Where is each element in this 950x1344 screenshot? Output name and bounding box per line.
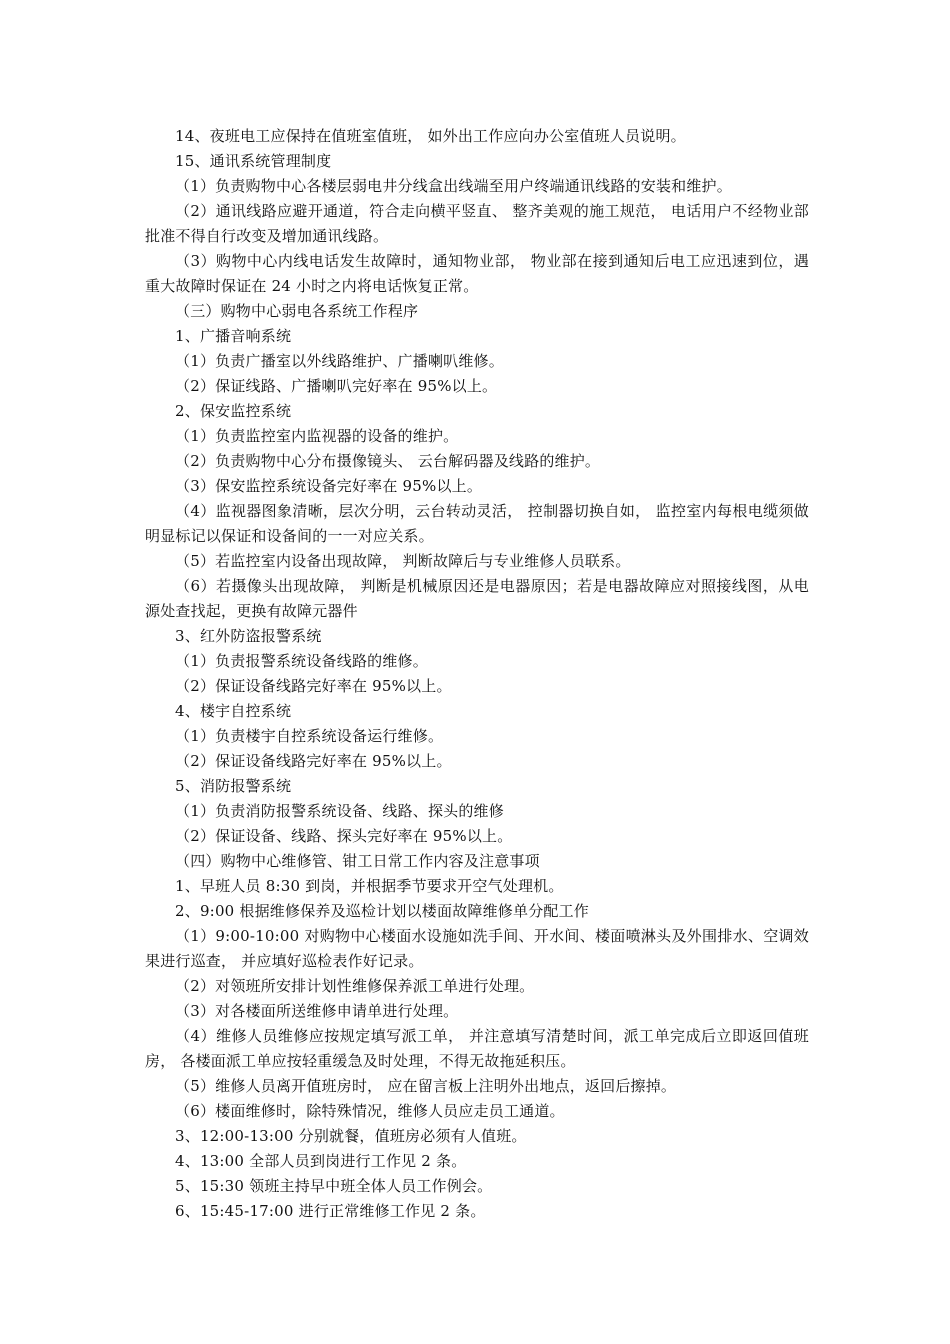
section-heading: （三）购物中心弱电各系统工作程序: [175, 302, 419, 320]
paragraph: （6）楼面维修时，除特殊情况，维修人员应走员工通道。: [175, 1102, 565, 1120]
paragraph: 3、12:00-13:00 分别就餐，值班房必须有人值班。: [175, 1127, 527, 1145]
paragraph: （2）负责购物中心分布摄像镜头、 云台解码器及线路的维护。: [175, 452, 601, 470]
paragraph: 14、夜班电工应保持在值班室值班， 如外出工作应向办公室值班人员说明。: [175, 127, 686, 145]
paragraph: （1）负责广播室以外线路维护、广播喇叭维修。: [175, 352, 504, 370]
paragraph: （1）负责购物中心各楼层弱电井分线盒出线端至用户终端通讯线路的安装和维护。: [175, 177, 732, 195]
paragraph: （2）保证设备、线路、探头完好率在 95%以上。: [175, 827, 513, 845]
paragraph: （1）负责监控室内监视器的设备的维护。: [175, 427, 459, 445]
paragraph: （2）保证设备线路完好率在 95%以上。: [175, 752, 452, 770]
paragraph: （2）通讯线路应避开通道，符合走向横平竖直、 整齐美观的施工规范， 电话用户不经物业部批准不得自行改变及增加通讯线路。: [145, 202, 809, 245]
section-heading: 1、广播音响系统: [175, 327, 292, 345]
section-heading: 15、通讯系统管理制度: [175, 152, 332, 170]
paragraph: （1）9:00-10:00 对购物中心楼面水设施如洗手间、开水间、楼面喷淋头及外围排水、空调效果进行巡查， 并应填好巡检表作好记录。: [145, 927, 809, 970]
paragraph: （1）负责楼宇自控系统设备运行维修。: [175, 727, 444, 745]
section-heading: 4、楼宇自控系统: [175, 702, 292, 720]
paragraph: （3）保安监控系统设备完好率在 95%以上。: [175, 477, 483, 495]
paragraph: 1、早班人员 8:30 到岗，并根据季节要求开空气处理机。: [175, 877, 564, 895]
paragraph: （5）若监控室内设备出现故障， 判断故障后与专业维修人员联系。: [175, 552, 631, 570]
paragraph: （3）对各楼面所送维修申请单进行处理。: [175, 1002, 459, 1020]
paragraph: （1）负责消防报警系统设备、线路、探头的维修: [175, 802, 504, 820]
paragraph: （4）监视器图象清晰，层次分明，云台转动灵活， 控制器切换自如， 监控室内每根电缆须做明显标记以保证和设备间的一一对应关系。: [145, 502, 809, 545]
section-heading: 2、保安监控系统: [175, 402, 292, 420]
paragraph: 5、15:30 领班主持早中班全体人员工作例会。: [175, 1177, 493, 1195]
paragraph: （1）负责报警系统设备线路的维修。: [175, 652, 428, 670]
paragraph: （2）保证设备线路完好率在 95%以上。: [175, 677, 452, 695]
paragraph: 4、13:00 全部人员到岗进行工作见 2 条。: [175, 1152, 467, 1170]
section-heading: 3、红外防盗报警系统: [175, 627, 322, 645]
paragraph: （6）若摄像头出现故障， 判断是机械原因还是电器原因；若是电器故障应对照接线图，从电源处查找起，更换有故障元器件: [145, 577, 809, 620]
section-heading: 5、消防报警系统: [175, 777, 292, 795]
paragraph: （5）维修人员离开值班房时， 应在留言板上注明外出地点，返回后擦掉。: [175, 1077, 677, 1095]
paragraph: （2）对领班所安排计划性维修保养派工单进行处理。: [175, 977, 535, 995]
document-body: [145, 124, 809, 1224]
section-heading: （四）购物中心维修管、钳工日常工作内容及注意事项: [175, 852, 540, 870]
paragraph: 6、15:45-17:00 进行正常维修工作见 2 条。: [175, 1202, 486, 1220]
paragraph: 2、9:00 根据维修保养及巡检计划以楼面故障维修单分配工作: [175, 902, 589, 920]
paragraph: （3）购物中心内线电话发生故障时，通知物业部， 物业部在接到通知后电工应迅速到位，遇重大故障时保证在 24 小时之内将电话恢复正常。: [145, 252, 809, 295]
paragraph: （2）保证线路、广播喇叭完好率在 95%以上。: [175, 377, 498, 395]
paragraph: （4）维修人员维修应按规定填写派工单， 并注意填写清楚时间，派工单完成后立即返回值班房， 各楼面派工单应按轻重缓急及时处理，不得无故拖延积压。: [145, 1027, 809, 1070]
